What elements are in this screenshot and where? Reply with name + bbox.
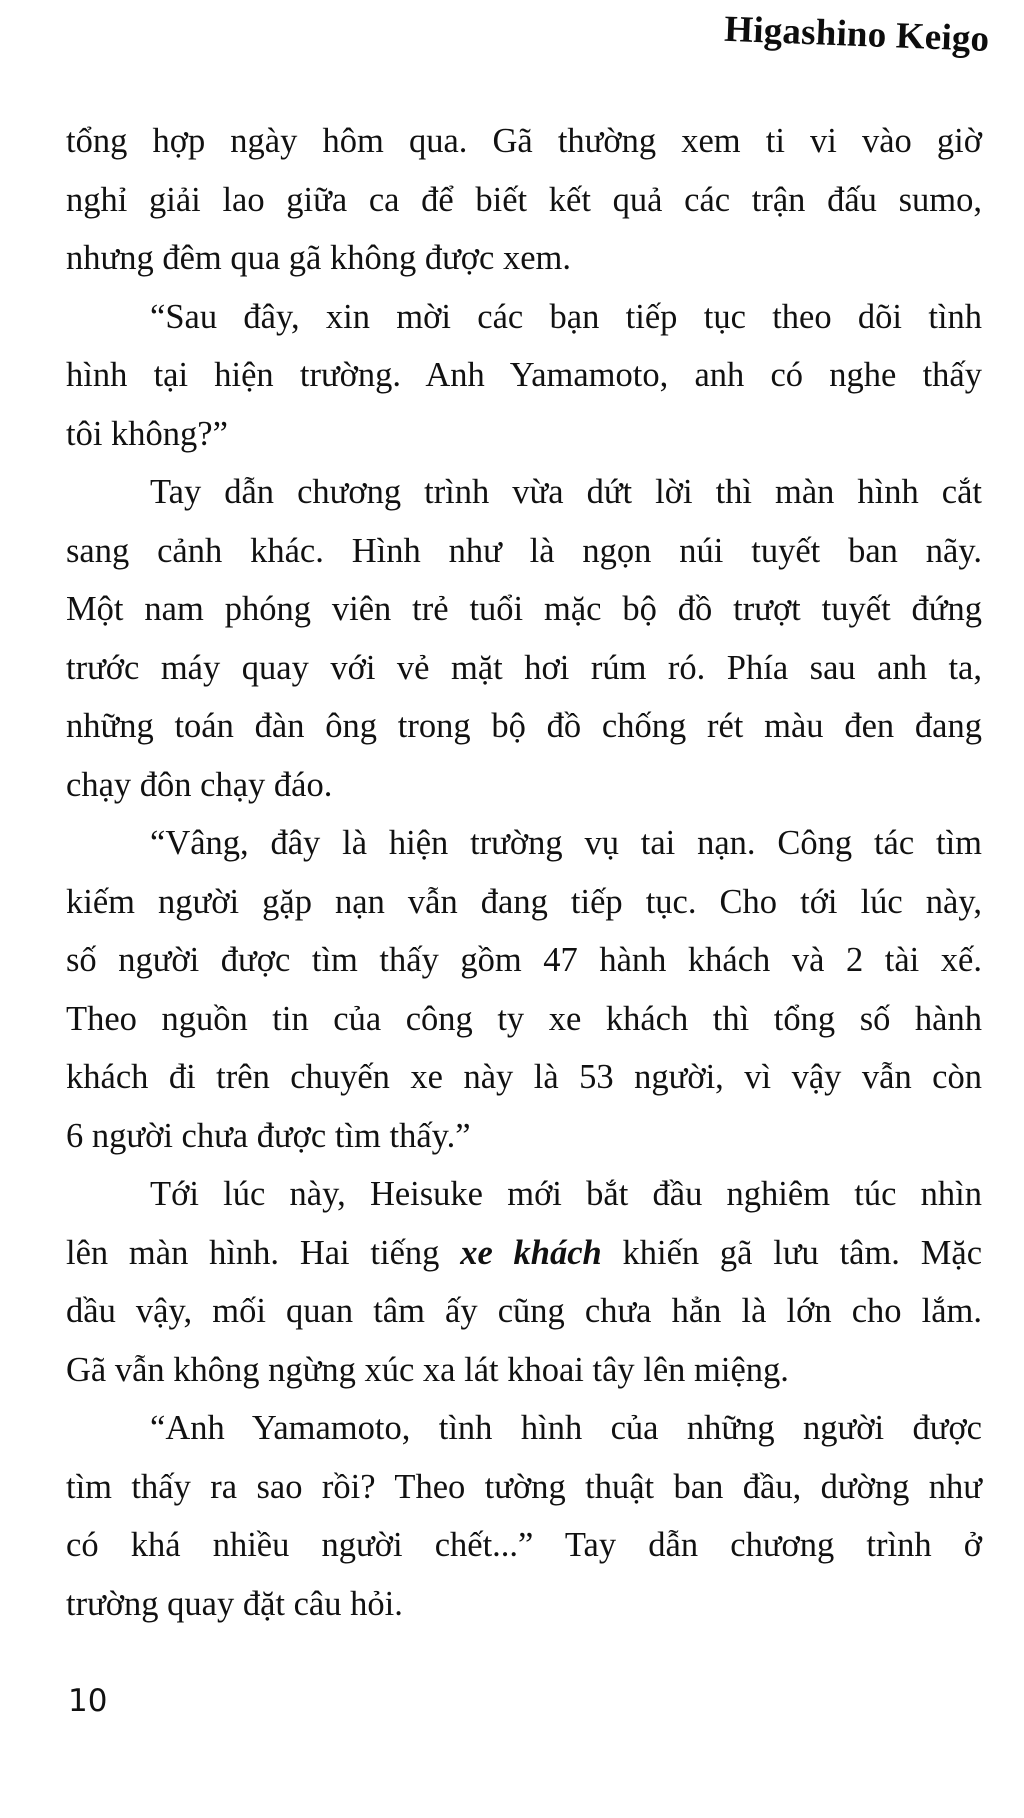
text-line: dầu vậy, mối quan tâm ấy cũng chưa hẳn là lớn cho lắm.: [66, 1292, 982, 1330]
text-line: Tới lúc này, Heisuke mới bắt đầu nghiêm túc nhìn: [150, 1175, 982, 1213]
text-line: trước máy quay với vẻ mặt hơi rúm ró. Phía sau anh ta,: [66, 648, 982, 687]
running-header-author: Higashino Keigo: [723, 8, 990, 60]
text-line: có khá nhiều người chết...” Tay dẫn chương trình ở: [66, 1526, 982, 1564]
text-segment: khiến gã lưu tâm. Mặc: [601, 1233, 983, 1272]
text-line: chạy đôn chạy đáo.: [66, 765, 333, 804]
body-text: [66, 112, 982, 1633]
text-line: sang cảnh khác. Hình như là ngọn núi tuyết ban nãy.: [66, 531, 982, 570]
text-line: trường quay đặt câu hỏi.: [66, 1584, 403, 1623]
page-number: 10: [68, 1683, 108, 1719]
text-line: “Anh Yamamoto, tình hình của những người được: [150, 1409, 982, 1447]
text-line: “Vâng, đây là hiện trường vụ tai nạn. Công tác tìm: [150, 824, 982, 862]
text-line: “Sau đây, xin mời các bạn tiếp tục theo dõi tình: [150, 297, 982, 336]
text-line: Một nam phóng viên trẻ tuổi mặc bộ đồ trượt tuyết đứng: [66, 590, 982, 628]
text-line: số người được tìm thấy gồm 47 hành khách và 2 tài xế.: [66, 941, 982, 979]
text-line: tôi không?”: [66, 414, 228, 453]
text-line: khách đi trên chuyến xe này là 53 người, vì vậy vẫn còn: [66, 1058, 982, 1096]
text-line: Theo nguồn tin của công ty xe khách thì tổng số hành: [66, 999, 982, 1038]
text-segment: lên màn hình. Hai tiếng: [66, 1233, 461, 1272]
italic-emphasis: xe khách: [460, 1233, 602, 1272]
text-line: những toán đàn ông trong bộ đồ chống rét màu đen đang: [66, 707, 982, 745]
text-line: Gã vẫn không ngừng xúc xa lát khoai tây lên miệng.: [66, 1350, 789, 1389]
text-line: kiếm người gặp nạn vẫn đang tiếp tục. Cho tới lúc này,: [66, 882, 982, 921]
text-line: tổng hợp ngày hôm qua. Gã thường xem ti vi vào giờ: [66, 122, 982, 160]
text-line: tìm thấy ra sao rồi? Theo tường thuật ban đầu, dường như: [66, 1467, 982, 1506]
text-line: Tay dẫn chương trình vừa dứt lời thì màn hình cắt: [150, 473, 982, 511]
text-line: nhưng đêm qua gã không được xem.: [66, 239, 572, 277]
text-line: [66, 1224, 982, 1283]
text-line: 6 người chưa được tìm thấy.”: [66, 1116, 471, 1155]
text-line: hình tại hiện trường. Anh Yamamoto, anh có nghe thấy: [66, 356, 982, 394]
text-line: nghỉ giải lao giữa ca để biết kết quả các trận đấu sumo,: [66, 180, 982, 219]
